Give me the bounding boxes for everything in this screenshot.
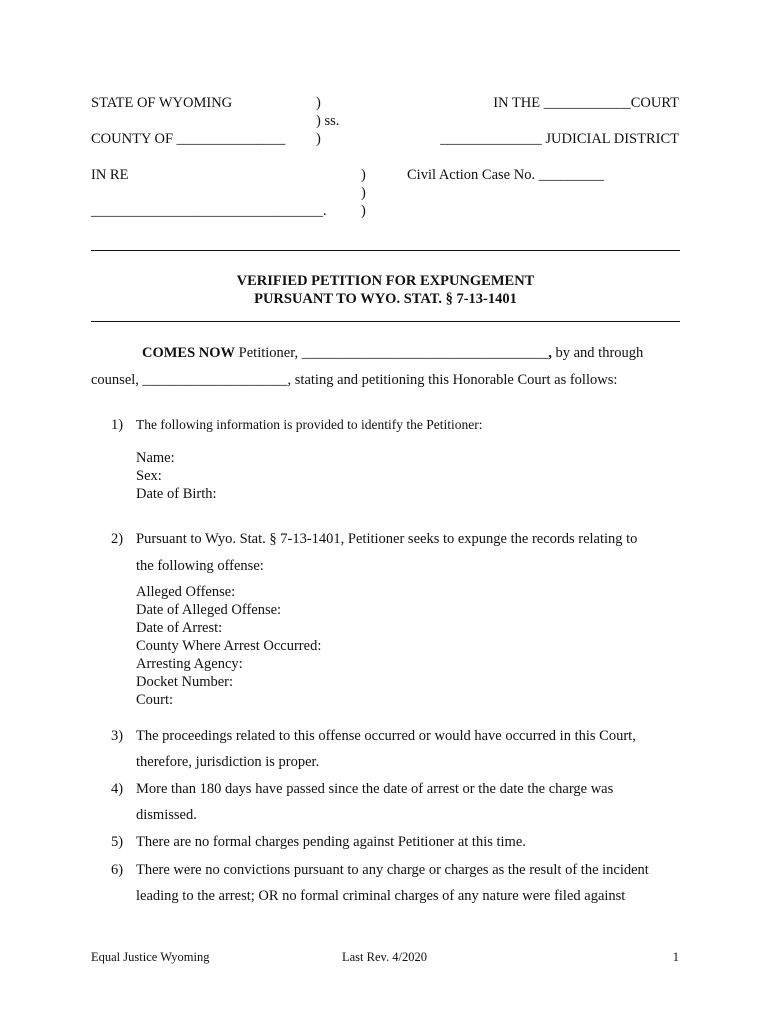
caption-paren: ) [361,185,366,201]
item-number: 5) [111,834,124,850]
case-number-label: Civil Action Case No. _________ [407,167,604,183]
intro-line-2: counsel, ____________________, stating and petitioning this Honorable Court as follows: [91,372,618,388]
field-sex: Sex: [136,468,162,484]
item-2-text-line-2: the following offense: [136,558,264,574]
item-number: 6) [111,862,124,878]
field-alleged-offense: Alleged Offense: [136,584,236,600]
item-number: 3) [111,728,124,744]
item-3-text-line-1: The proceedings related to this offense occurred or would have occurred in this Court, [136,728,636,744]
comes-now-label: COMES NOW [142,345,236,361]
footer-page-number: 1 [672,950,679,964]
in-re-label: IN RE [91,167,129,183]
caption-paren: ) [361,167,366,183]
caption-paren: ) [316,131,321,147]
item-number: 4) [111,781,124,797]
intro-by-through: by and through [551,345,644,361]
item-2-text-line-1: Pursuant to Wyo. Stat. § 7-13-1401, Petitioner seeks to expunge the records relating to [136,531,638,547]
item-1-text: The following information is provided to identify the Petitioner: [136,417,483,432]
document-subtitle: PURSUANT TO WYO. STAT. § 7-13-1401 [254,291,517,307]
divider-top [91,250,680,251]
intro-comma: , [548,345,552,361]
item-6-text-line-2: leading to the arrest; OR no formal criminal charges of any nature were filed against [136,888,626,904]
footer-revision: Last Rev. 4/2020 [342,950,427,964]
item-number: 2) [111,531,124,547]
party-name-blank: ________________________________. [91,203,327,219]
item-6-text-line-1: There were no convictions pursuant to any charge or charges as the result of the incident [136,862,649,878]
field-arresting-agency: Arresting Agency: [136,656,243,672]
judicial-district-label: ______________ JUDICIAL DISTRICT [440,131,679,147]
document-title: VERIFIED PETITION FOR EXPUNGEMENT [236,273,535,289]
field-county-of-arrest: County Where Arrest Occurred: [136,638,322,654]
county-label: COUNTY OF _______________ [91,131,286,147]
item-5-text: There are no formal charges pending against Petitioner at this time. [136,834,526,850]
item-4-text-line-1: More than 180 days have passed since the date of arrest or the date the charge was [136,781,614,797]
ss-label: ) ss. [316,113,340,129]
item-3-text-line-2: therefore, jurisdiction is proper. [136,754,320,770]
field-date-of-arrest: Date of Arrest: [136,620,223,636]
intro-line-1 [142,344,643,362]
item-4-text-line-2: dismissed. [136,807,197,823]
caption-paren: ) [361,203,366,219]
item-number: 1) [111,417,124,433]
field-docket-number: Docket Number: [136,674,234,690]
field-court: Court: [136,692,174,708]
court-label: IN THE ____________COURT [493,95,679,111]
state-label: STATE OF WYOMING [91,95,233,111]
divider-bottom [91,321,680,322]
field-date-of-birth: Date of Birth: [136,486,217,502]
field-name: Name: [136,450,175,466]
footer-organization: Equal Justice Wyoming [91,950,210,964]
field-date-of-alleged-offense: Date of Alleged Offense: [136,602,282,618]
caption-paren: ) [316,95,321,111]
petitioner-blank: Petitioner, __________________________________ [235,345,549,361]
